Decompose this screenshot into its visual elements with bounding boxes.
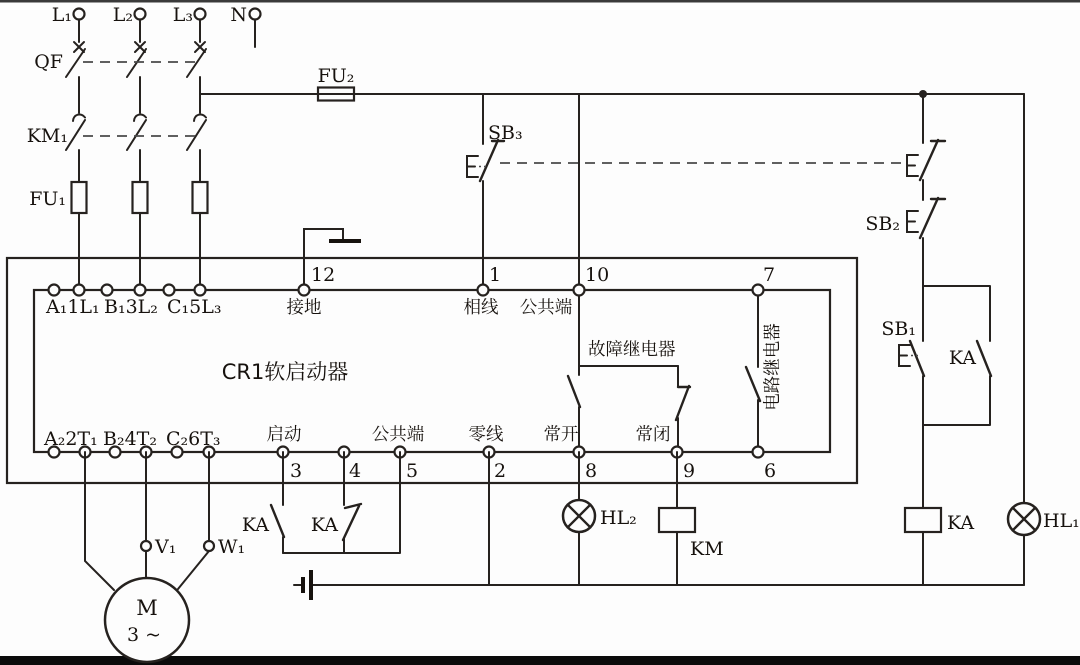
terminal-12-number: 12 — [311, 264, 336, 286]
hl2-label: HL₂ — [600, 507, 637, 529]
fault-no-contact — [568, 376, 580, 407]
l1-label: L₁ — [51, 4, 72, 26]
neutral-terminal-label: 零线 — [468, 425, 504, 445]
common-top-terminal-label: 公共端 — [519, 298, 573, 318]
terminal-1-number: 1 — [489, 264, 502, 286]
stop-chain — [907, 94, 945, 286]
terminal-10-number: 10 — [585, 264, 610, 286]
l3-label: L₃ — [172, 4, 193, 26]
motor-m-label: M — [136, 596, 158, 620]
fu1-label: FU₁ — [29, 188, 66, 210]
terminal-V1 — [141, 541, 151, 551]
qf-label: QF — [34, 51, 63, 73]
terminal-2-number: 2 — [494, 460, 507, 482]
control-bus — [200, 88, 1024, 101]
terminal-3-number: 3 — [290, 460, 303, 482]
output-terminal-labels-1: A₂2T₁ — [44, 428, 98, 450]
ka-relay-coil — [905, 508, 941, 585]
km-coil-label: KM — [690, 538, 724, 560]
fault-relay-contacts — [568, 290, 690, 452]
fu1-fuses — [72, 182, 208, 290]
sb1-no-contact — [910, 341, 924, 376]
phase-terminal-label: 相线 — [463, 298, 499, 318]
km1-label: KM₁ — [26, 125, 68, 147]
no-terminal-label: 常开 — [543, 425, 579, 445]
ka-no-label: KA — [241, 514, 269, 536]
terminal-8-number: 8 — [585, 460, 598, 482]
terminal-L1 — [74, 9, 85, 20]
sb2-label: SB₂ — [865, 213, 900, 235]
fu2-label: FU₂ — [317, 65, 355, 87]
hl1-lamp — [1008, 94, 1040, 585]
circuit-relay-label: 电路继电器 — [763, 323, 783, 411]
fault-relay-label: 故障继电器 — [588, 340, 676, 360]
terminal-4-number: 4 — [349, 460, 362, 482]
ka-nc-contact — [343, 504, 361, 540]
km1-main-contacts — [66, 114, 206, 182]
w1-label: W₁ — [218, 536, 246, 558]
terminal-5-number: 5 — [406, 460, 419, 482]
ka-nc-label: KA — [310, 514, 338, 536]
v1-label: V₁ — [155, 536, 177, 558]
output-terminal-labels-3: C₂6T₃ — [166, 428, 221, 450]
sb2-actuator-icon — [907, 211, 918, 232]
nc-terminal-label: 常闭 — [635, 425, 671, 445]
terminal-L3 — [195, 9, 206, 20]
hl1-label: HL₁ — [1043, 510, 1080, 532]
input-terminal-labels-1: A₁1L₁ — [46, 296, 100, 318]
sb3-label: SB₃ — [488, 122, 523, 144]
km-contactor-coil — [659, 508, 695, 532]
sb2-nc-contact — [920, 198, 945, 238]
ground-terminal-label: 接地 — [286, 298, 322, 318]
terminal-L2 — [135, 9, 146, 20]
common-bottom-terminal-label: 公共端 — [371, 425, 425, 445]
starter-name: CR1软启动器 — [221, 360, 349, 384]
motor-circle — [105, 578, 189, 662]
sb1-actuator-icon — [899, 345, 910, 366]
n-label: N — [230, 4, 247, 26]
sb3-second-actuator-icon — [907, 155, 918, 176]
ka-seal-no-contact — [977, 341, 991, 376]
start-terminal-label: 启动 — [266, 425, 302, 445]
sb1-label: SB₁ — [881, 318, 916, 340]
ka-no-contact — [271, 505, 284, 537]
motor-phase-label: 3 ~ — [126, 624, 162, 646]
input-terminal-labels-3: C₁5L₃ — [167, 296, 222, 318]
terminal-W1 — [204, 541, 214, 551]
output-terminal-labels-2: B₂4T₂ — [103, 428, 157, 450]
sb3-actuator-icon — [467, 156, 478, 177]
ka-coil-label: KA — [947, 512, 975, 534]
ka-seal-label: KA — [948, 347, 976, 369]
terminal-7-number: 7 — [763, 264, 776, 286]
circuit-relay-contact — [746, 290, 760, 452]
circuit-no-contact — [746, 367, 760, 401]
terminal-6-number: 6 — [764, 460, 777, 482]
terminal-N — [250, 9, 261, 20]
sb3-second-nc-contact — [920, 140, 945, 180]
fault-nc-contact — [676, 386, 690, 420]
input-terminal-labels-2: B₁3L₂ — [104, 296, 158, 318]
l2-label: L₂ — [112, 4, 133, 26]
sb3-nc-contact — [480, 140, 504, 181]
qf-circuit-breaker — [66, 20, 206, 114]
terminal-9-number: 9 — [683, 460, 696, 482]
top-border-line — [0, 0, 1080, 3]
